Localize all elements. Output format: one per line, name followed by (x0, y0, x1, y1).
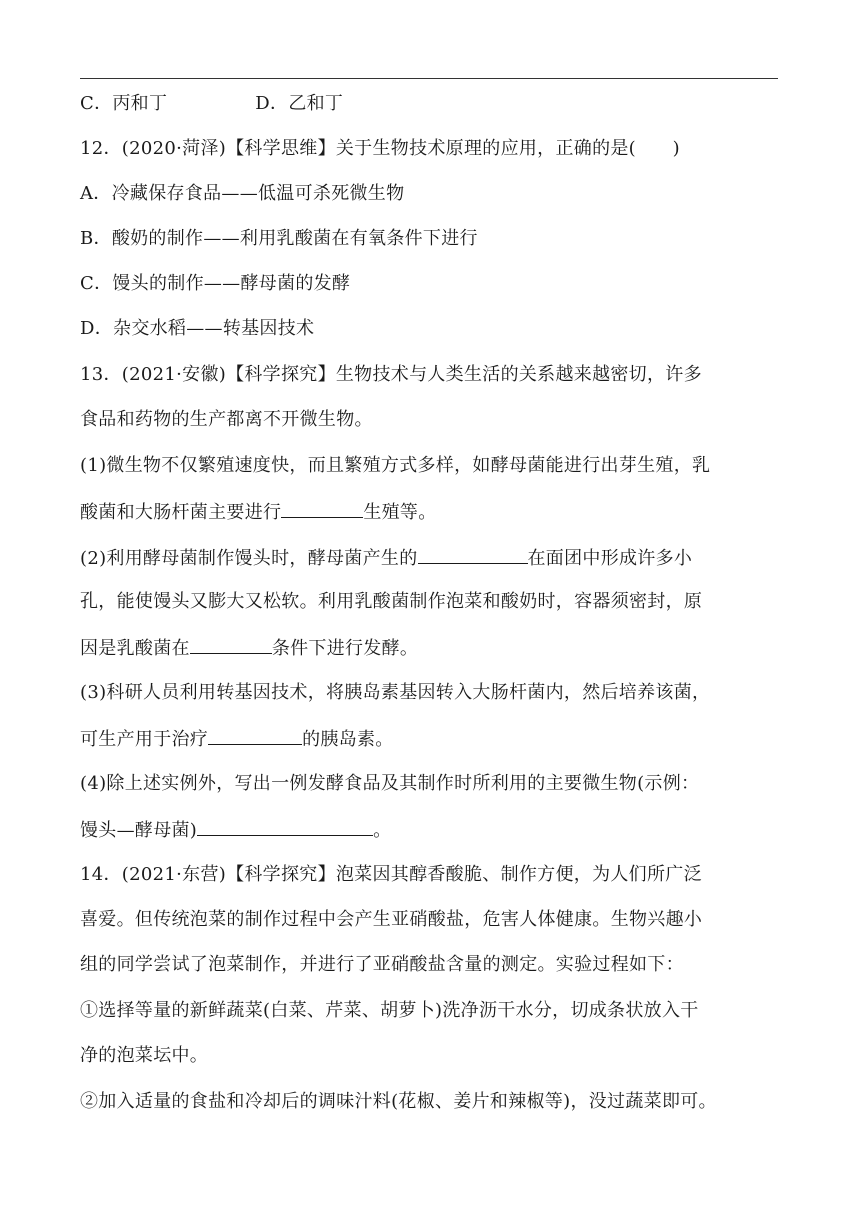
q13-part3-line1: (3)科研人员利用转基因技术，将胰岛素基因转入大肠杆菌内，然后培养该菌， (80, 682, 711, 703)
answer-blank-condition[interactable] (190, 635, 272, 654)
q13-part1-text-post: 生殖等。 (363, 502, 437, 523)
q13-part1-line1: (1)微生物不仅繁殖速度快，而且繁殖方式多样，如酵母菌能进行出芽生殖，乳 (80, 455, 711, 476)
q13-stem-line2: 食品和药物的生产都离不开微生物。 (80, 409, 373, 430)
q13-part3-line2 (80, 726, 394, 752)
answer-blank-fermented-food[interactable] (197, 817, 373, 836)
q13-part4-text-post: 。 (373, 820, 392, 841)
q12-stem: 12．(2020·菏泽)【科学思维】关于生物技术原理的应用，正确的是( ) (80, 138, 680, 159)
answer-blank-yeast-product[interactable] (418, 545, 528, 564)
q14-line2: 喜爱。但传统泡菜的制作过程中会产生亚硝酸盐，危害人体健康。生物兴趣小 (80, 909, 703, 930)
q13-part2-line1 (80, 545, 692, 571)
q12-option-d: D．杂交水稻——转基因技术 (80, 318, 315, 339)
q13-stem-line1: 13．(2021·安徽)【科学探究】生物技术与人类生活的关系越来越密切，许多 (80, 364, 702, 385)
answer-blank-disease[interactable] (208, 726, 302, 745)
q12-option-b: B．酸奶的制作——利用乳酸菌在有氧条件下进行 (80, 228, 478, 249)
header-rule (80, 78, 778, 79)
q13-part2-text-pre: (2)利用酵母菌制作馒头时，酵母菌产生的 (80, 548, 418, 569)
q13-part2-line3-pre: 因是乳酸菌在 (80, 638, 190, 659)
q14-line3: 组的同学尝试了泡菜制作，并进行了亚硝酸盐含量的测定。实验过程如下： (80, 954, 684, 975)
q11-option-d: D．乙和丁 (255, 93, 344, 114)
q13-part1-text-pre: 酸菌和大肠杆菌主要进行 (80, 502, 282, 523)
q13-part2-line3-post: 条件下进行发酵。 (271, 638, 419, 659)
q14-step1-line1: ①选择等量的新鲜蔬菜(白菜、芹菜、胡萝卜)洗净沥干水分，切成条状放入干 (80, 1000, 699, 1021)
q12-option-c: C．馒头的制作——酵母菌的发酵 (80, 273, 351, 294)
q13-part4-line1: (4)除上述实例外，写出一例发酵食品及其制作时所利用的主要微生物(示例： (80, 773, 700, 794)
q13-part4-text-pre: 馒头—酵母菌) (80, 820, 198, 841)
answer-blank-reproduction[interactable] (281, 499, 363, 518)
q13-part4-line2 (80, 817, 391, 843)
q13-part2-text-post: 在面团中形成许多小 (527, 548, 693, 569)
q14-line1: 14．(2021·东营)【科学探究】泡菜因其醇香酸脆、制作方便，为人们所广泛 (80, 864, 702, 885)
q14-step2-line1: ②加入适量的食盐和冷却后的调味汁料(花椒、姜片和辣椒等)，没过蔬菜即可。 (80, 1091, 717, 1112)
q12-option-a: A．冷藏保存食品——低温可杀死微生物 (80, 183, 405, 204)
q11-options-row (80, 92, 343, 116)
q11-option-c: C．丙和丁 (80, 93, 168, 114)
q14-step1-line2: 净的泡菜坛中。 (80, 1045, 209, 1066)
q13-part1-line2 (80, 499, 437, 525)
q13-part3-text-pre: 可生产用于治疗 (80, 729, 209, 750)
q13-part2-line3 (80, 635, 418, 661)
q13-part3-text-post: 的胰岛素。 (302, 729, 394, 750)
q13-part2-line2: 孔，能使馒头又膨大又松软。利用乳酸菌制作泡菜和酸奶时，容器须密封，原 (80, 591, 703, 612)
